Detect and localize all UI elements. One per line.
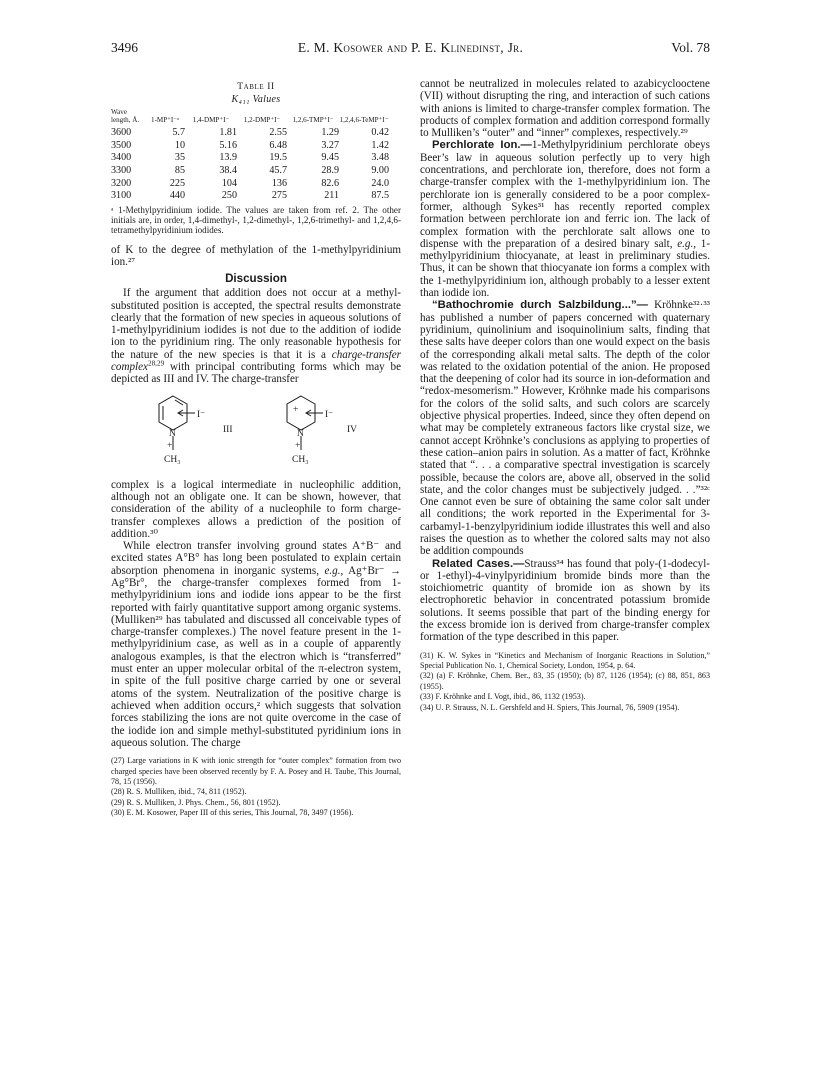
emphasis-text: e.g., (324, 564, 344, 577)
nitrogen-label-iv: N (297, 428, 304, 439)
table-cell: 440 (169, 190, 185, 202)
table-row (111, 140, 389, 153)
emphasis-text: charge-transfer complex (111, 348, 401, 374)
table-row (111, 178, 389, 191)
table-column-header: 1,2,4,6-TeMP⁺I⁻ (339, 115, 389, 124)
paragraph: cannot be neutralized in molecules related to azabicyclooctene (VII) without disrupting the ring, and interaction of such cations with anions is limited to charge-transfer complex formation. The products of complex formation and addition correspond formally to Mulliken’s “outer” and “inner” complexes, respectively.²⁹ (420, 78, 710, 140)
paragraph (420, 139, 710, 299)
iodide-label-iii: I⁻ (197, 409, 206, 420)
paragraph-text: While electron transfer involving ground states A⁺B⁻ and excited states A°B° has long been postulated to explain certain absorption phenomena in inorganic systems, (111, 540, 401, 577)
table-cell: 24.0 (371, 177, 389, 189)
paragraph (111, 287, 401, 385)
paragraph-text: 1-Methylpyridinium perchlorate obeys Beer’s law in aqueous solution perfectly up to very high concentrations, and perchlorate ion, therefore, does not form a charge-transfer complex with the 1-methylpyridinium ion. The perchlorate ion is generally considered to be a poor complex-former, although Sykes³¹ has recently reported complex formation between perchlorate ion and ferric ion. The lack of complex formation with the perchlorate salt allows one to dispense with the preparation of a desired binary salt, (420, 139, 710, 250)
table-cell: 225 (169, 177, 185, 189)
table-cell: 3400 (111, 152, 132, 164)
table-cell: 87.5 (371, 190, 389, 202)
subsection-heading-related-cases: Related Cases.— (432, 557, 525, 570)
running-authors: E. M. Kosower and P. E. Klinedinst, Jr. (297, 40, 524, 55)
methyl-label-iii: CH₃ (164, 454, 181, 465)
table-caption: Table II (237, 82, 275, 92)
running-header (111, 40, 710, 60)
table-cell: 1.29 (321, 127, 339, 139)
table-cell: 9.45 (321, 152, 339, 164)
footnote: (28) R. S. Mulliken, ibid., 74, 811 (1952). (111, 787, 247, 797)
table-cell: 6.48 (269, 139, 287, 151)
charge-label-iii: + (167, 440, 173, 451)
structure-iii (159, 396, 195, 450)
table-cell: 28.9 (321, 164, 339, 176)
table-cell: 13.9 (219, 152, 237, 164)
subsection-heading-perchlorate: Perchlorate Ion.— (432, 139, 532, 152)
table-column-header: 1,2-DMP⁺I⁻ (243, 115, 281, 124)
paragraph (111, 540, 401, 749)
structure-figure (111, 388, 401, 478)
paragraph-text: with principal contributing forms which may be depicted as III and IV. The charge-transfer (111, 361, 401, 386)
paragraph-text: If the argument that addition does not occur at a methyl-substituted position is accepted, the spectral results demonstrate clearly that the formation of new species in aqueous solutions of 1-methylpyridinium iodides is not due to the addition of iodide ion to the pyridinium ring. The only reasonable hypothesis for the nature of the new species is that it is a (111, 287, 401, 361)
methyl-label-iv: CH₃ (292, 454, 309, 465)
table-column-header: 1,2,6-TMP⁺I⁻ (292, 115, 334, 124)
table-cell: 0.42 (371, 127, 389, 139)
table-row (111, 152, 389, 165)
paragraph: of K to the degree of methylation of the 1-methylpyridinium ion.²⁷ (111, 243, 401, 268)
footnote: (27) Large variations in K with ionic strength for “outer complex” formation from two charged species have been observed recently by F. A. Posey and H. Taube, This Journal, 78, 15 (1956). (111, 756, 401, 786)
table-row (111, 165, 389, 178)
right-column (420, 78, 710, 713)
charge-label-iv: + (295, 440, 301, 451)
left-column (111, 78, 401, 819)
paragraph-text: 1-methylpyridinium thiocyanate, at least in preliminary studies. Thus, it can be shown that thiocyanate ion forms a complex with the 1-methylpyridinium ion, although probably to a lesser extent than iodide ion. (420, 237, 711, 300)
table-cell: 82.6 (321, 177, 339, 189)
table-cell: 3600 (111, 127, 132, 139)
table-cell: 3.48 (371, 152, 389, 164)
table-cell: 9.00 (371, 164, 389, 176)
table-row (111, 127, 389, 140)
structure-label-iv: IV (347, 424, 358, 435)
footnote: (31) K. W. Sykes in “Kinetics and Mechanism of Inorganic Reactions in Solution,” Special Publication No. 1, Chemical Society, London, 1954, p. 64. (420, 650, 710, 671)
table-cell: 45.7 (269, 164, 287, 176)
table-cell: 19.5 (269, 152, 287, 164)
iodide-label-iv: I⁻ (325, 409, 334, 420)
paragraph (420, 299, 710, 557)
radical-dot-iv: + (293, 404, 299, 415)
table-cell: 211 (324, 190, 339, 202)
section-heading-discussion: Discussion (225, 272, 287, 286)
table-cell: 5.7 (172, 127, 185, 139)
nitrogen-label-iii: N (169, 428, 176, 439)
table-cell: 250 (221, 190, 237, 202)
table-cell: 3.27 (321, 139, 339, 151)
footnote: (30) E. M. Kosower, Paper III of this series, This Journal, 78, 3497 (1956). (111, 808, 354, 818)
footnote: (29) R. S. Mulliken, J. Phys. Chem., 56, 801 (1952). (111, 797, 281, 807)
table-cell: 3300 (111, 164, 132, 176)
table-cell: 85 (174, 164, 185, 176)
paragraph-text: Strauss³⁴ has found that poly-(1-dodecyl- or 1-ethyl)-4-vinylpyridinium bromide binds more than the stoichiometric quantity of bromide ion as shown by its electrophoretic behavior in concentrated potassium bromide solutions. It seems possible that part of the binding energy for the excess bromide ion is derived from charge-transfer complex formation of the type described in this paper. (420, 557, 710, 644)
structure-label-iii: III (223, 424, 233, 435)
table-column-header: 1-MP⁺I⁻ᵃ (151, 115, 179, 124)
table-cell: 2.55 (269, 127, 287, 139)
table-footnote: ᵃ 1-Methylpyridinium iodide. The values are taken from ref. 2. The other initials are, in order, 1,4-dimethyl-, 1,2-dimethyl-, 1,2,6-trimethyl- and 1,2,4,6-tetramethylpyridinium iodides. (111, 204, 401, 236)
paragraph: complex is a logical intermediate in nucleophilic addition, although not an obligate one. It can be shown, however, that consideration of the ability of a nucleophile to form charge-transfer complexes allows a prediction of the position of addition.³⁰ (111, 478, 401, 540)
footnote: (32) (a) F. Kröhnke, Chem. Ber., 83, 35 (1950); (b) 87, 1126 (1954); (c) 88, 851, 863 (1955). (420, 671, 710, 691)
table-row (111, 190, 389, 203)
table-cell: 3500 (111, 139, 132, 151)
table-column-header: 1,4-DMP⁺I⁻ (192, 115, 230, 124)
pyridinium-iodide-structures (111, 388, 401, 478)
table-cell: 3100 (111, 190, 132, 202)
table-cell: 35 (174, 152, 185, 164)
table-cell: 136 (271, 177, 287, 189)
table-cell: 3200 (111, 177, 132, 189)
k-values-table (111, 109, 389, 203)
paragraph-text: Kröhnke³²·³³ has published a number of papers concerned with quaternary pyridinium, quinolinium and isoquinolinium salts, finding that these salts have deeper colors than one would expect on the basis of the corresponding alkali metal salts. The depth of the color was related to the oxidation potential of the anion. He proposed that the deepening of color had its source in ion-deformation and “redox-mesomerism.” However, Kröhnke made his comparisons for the colors of the solid salts, and such colors are scarcely objective physical properties. Indeed, since they often depend on what may be completely extraneous factors like crystal size, we cannot accept Kröhnke’s conclusions as applying to properties of these cation–anion pairs in solution. As a matter of fact, Kröhnke stated that “. . . a comparative spectral investigation is scarcely possible, because the colors are, above all, observed in the solid state, and the color changes must be subjectively judged. . .”³²ᶜ One cannot even be sure of obtaining the same color salt under all conditions; the work reported in the Experimental for 3-carbamyl-1-benzylpyridinium iodide illustrates this well and also raises the question as to whether the colored salts may not also be addition compounds (420, 299, 710, 558)
table-header-row (111, 109, 389, 127)
table-cell: 5.16 (219, 139, 237, 151)
paragraph-text: Ag⁺Br⁻ → Ag°Br°, the charge-transfer complexes formed from 1-methylpyridinium ions and iodide ions appear to be the first reported with fairly quantitative support among organic systems. (Mulliken²⁹ has tabulated and discussed all conceivable types of charge-transfer complexes.) The novel feature present in the 1-methylpyridinium case, as well as in a couple of apparently analogous examples, is that the electron which is “transferred” must enter an upper molecular orbital of the π-electron system, in spite of the full positive charge carried by one or several atoms of the system. Neutralization of the positive charge is achieved when addition occurs,² which suggests that solvation forces stabilizing the ions are not quite overcome in the case of the iodide ion and simple methyl-substituted pyridinium ions in aqueous solution. The charge (111, 564, 401, 749)
table-cell: 104 (221, 177, 237, 189)
volume-label: Vol. 78 (671, 40, 710, 55)
table-subtitle: K₄₁₁ Values (231, 94, 281, 105)
table-cell: 275 (271, 190, 287, 202)
citation-superscript: 28,29 (147, 359, 165, 368)
footnote: (33) F. Kröhnke and I. Vogt, ibid., 86, 1132 (1953). (420, 692, 586, 702)
table-column-header: Wave length, Å. (111, 108, 140, 124)
subsection-heading-bathochromie: “Bathochromie durch Salzbildung...”— (432, 299, 648, 312)
table-cell: 1.42 (371, 139, 389, 151)
table-cell: 10 (174, 139, 185, 151)
table-cell: 1.81 (219, 127, 237, 139)
emphasis-text: e.g., (677, 237, 697, 250)
paragraph (420, 558, 710, 644)
footnote: (34) U. P. Strauss, N. L. Gershfeld and H. Spiers, This Journal, 76, 5909 (1954). (420, 702, 680, 712)
page-number: 3496 (111, 40, 138, 55)
table-cell: 38.4 (219, 164, 237, 176)
